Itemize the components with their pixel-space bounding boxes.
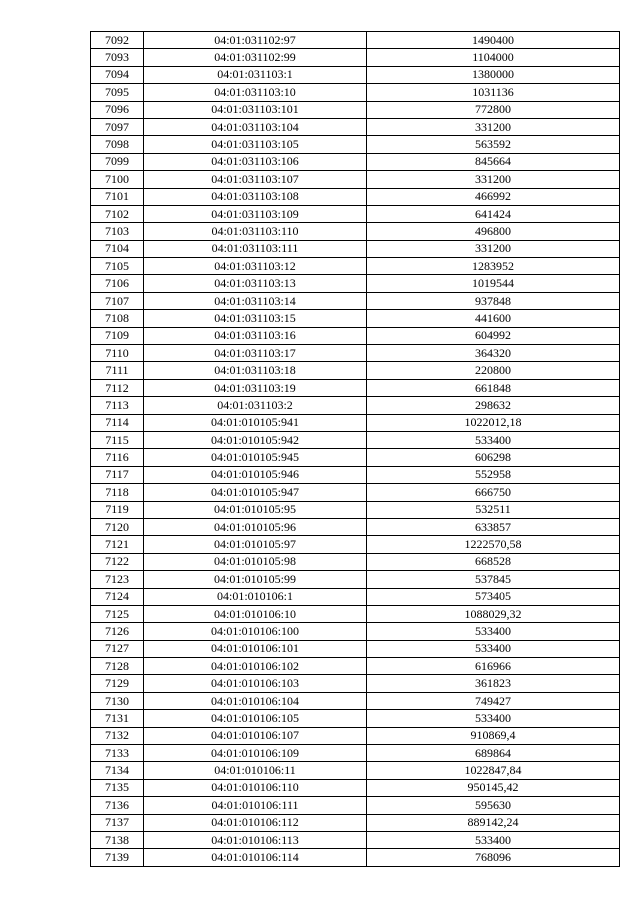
table-row [91,49,620,66]
cadastral-number-cell: 04:01:010105:941 [144,414,367,431]
row-number-cell: 7094 [91,66,144,83]
table-row [91,779,620,796]
value-cell: 331200 [367,118,620,135]
cadastral-number-cell: 04:01:010106:1 [144,588,367,605]
value-cell: 768096 [367,849,620,866]
row-number-cell: 7101 [91,188,144,205]
value-cell: 331200 [367,240,620,257]
row-number-cell: 7129 [91,675,144,692]
value-cell: 1104000 [367,49,620,66]
row-number-cell: 7110 [91,345,144,362]
table-row [91,501,620,518]
cadastral-number-cell: 04:01:010106:11 [144,762,367,779]
row-number-cell: 7113 [91,397,144,414]
row-number-cell: 7117 [91,466,144,483]
table-row [91,745,620,762]
row-number-cell: 7127 [91,640,144,657]
table-row [91,310,620,327]
row-number-cell: 7138 [91,831,144,848]
cadastral-number-cell: 04:01:031103:105 [144,136,367,153]
cadastral-number-cell: 04:01:010105:95 [144,501,367,518]
row-number-cell: 7099 [91,153,144,170]
cadastral-number-cell: 04:01:031102:99 [144,49,367,66]
row-number-cell: 7106 [91,275,144,292]
value-cell: 533400 [367,431,620,448]
row-number-cell: 7097 [91,118,144,135]
table-row [91,605,620,622]
cadastral-number-cell: 04:01:010106:114 [144,849,367,866]
value-cell: 1019544 [367,275,620,292]
table-row [91,658,620,675]
value-cell: 361823 [367,675,620,692]
cadastral-number-cell: 04:01:031103:18 [144,362,367,379]
cadastral-number-cell: 04:01:010105:945 [144,449,367,466]
cadastral-number-cell: 04:01:010106:113 [144,831,367,848]
value-cell: 606298 [367,449,620,466]
value-cell: 1088029,32 [367,605,620,622]
cadastral-number-cell: 04:01:031103:104 [144,118,367,135]
value-cell: 666750 [367,484,620,501]
row-number-cell: 7114 [91,414,144,431]
row-number-cell: 7103 [91,223,144,240]
cadastral-number-cell: 04:01:010106:112 [144,814,367,831]
row-number-cell: 7124 [91,588,144,605]
value-cell: 772800 [367,101,620,118]
row-number-cell: 7122 [91,553,144,570]
row-number-cell: 7118 [91,484,144,501]
cadastral-number-cell: 04:01:010105:97 [144,536,367,553]
table-row [91,727,620,744]
cadastral-number-cell: 04:01:031103:1 [144,66,367,83]
table-row [91,553,620,570]
row-number-cell: 7102 [91,205,144,222]
value-cell: 749427 [367,692,620,709]
row-number-cell: 7098 [91,136,144,153]
row-number-cell: 7134 [91,762,144,779]
cadastral-number-cell: 04:01:031103:17 [144,345,367,362]
table-row [91,675,620,692]
table-row [91,710,620,727]
row-number-cell: 7115 [91,431,144,448]
row-number-cell: 7130 [91,692,144,709]
value-cell: 532511 [367,501,620,518]
row-number-cell: 7131 [91,710,144,727]
row-number-cell: 7121 [91,536,144,553]
row-number-cell: 7093 [91,49,144,66]
table-row [91,397,620,414]
value-cell: 595630 [367,797,620,814]
row-number-cell: 7116 [91,449,144,466]
cadastral-number-cell: 04:01:031103:13 [144,275,367,292]
row-number-cell: 7105 [91,258,144,275]
value-cell: 616966 [367,658,620,675]
table-row [91,762,620,779]
cadastral-number-cell: 04:01:031103:101 [144,101,367,118]
cadastral-number-cell: 04:01:010106:100 [144,623,367,640]
table-row [91,292,620,309]
cadastral-number-cell: 04:01:010105:947 [144,484,367,501]
table-row [91,66,620,83]
value-cell: 661848 [367,379,620,396]
row-number-cell: 7111 [91,362,144,379]
cadastral-number-cell: 04:01:031103:110 [144,223,367,240]
table-row [91,797,620,814]
value-cell: 910869,4 [367,727,620,744]
table-row [91,84,620,101]
table-row [91,240,620,257]
value-cell: 1380000 [367,66,620,83]
table-row [91,571,620,588]
value-cell: 1222570,58 [367,536,620,553]
row-number-cell: 7092 [91,32,144,49]
table-row [91,205,620,222]
table-row [91,518,620,535]
row-number-cell: 7137 [91,814,144,831]
row-number-cell: 7095 [91,84,144,101]
table-row [91,345,620,362]
row-number-cell: 7139 [91,849,144,866]
value-cell: 573405 [367,588,620,605]
value-cell: 1283952 [367,258,620,275]
value-cell: 537845 [367,571,620,588]
cadastral-number-cell: 04:01:031103:108 [144,188,367,205]
value-cell: 889142,24 [367,814,620,831]
cadastral-number-cell: 04:01:031103:2 [144,397,367,414]
row-number-cell: 7126 [91,623,144,640]
cadastral-number-cell: 04:01:010106:10 [144,605,367,622]
cadastral-number-cell: 04:01:010105:98 [144,553,367,570]
value-cell: 845664 [367,153,620,170]
value-cell: 533400 [367,623,620,640]
value-cell: 1022012,18 [367,414,620,431]
value-cell: 533400 [367,640,620,657]
row-number-cell: 7133 [91,745,144,762]
cadastral-number-cell: 04:01:010105:942 [144,431,367,448]
row-number-cell: 7125 [91,605,144,622]
table-row [91,275,620,292]
value-cell: 533400 [367,710,620,727]
value-cell: 937848 [367,292,620,309]
value-cell: 552958 [367,466,620,483]
row-number-cell: 7128 [91,658,144,675]
row-number-cell: 7108 [91,310,144,327]
cadastral-number-cell: 04:01:031103:106 [144,153,367,170]
cadastral-number-cell: 04:01:010105:96 [144,518,367,535]
value-cell: 950145,42 [367,779,620,796]
table-row [91,536,620,553]
table-row [91,431,620,448]
cadastral-number-cell: 04:01:010106:107 [144,727,367,744]
cadastral-number-cell: 04:01:010106:110 [144,779,367,796]
value-cell: 364320 [367,345,620,362]
table-row [91,118,620,135]
cadastral-number-cell: 04:01:010106:101 [144,640,367,657]
row-number-cell: 7136 [91,797,144,814]
value-cell: 220800 [367,362,620,379]
cadastral-number-cell: 04:01:031103:10 [144,84,367,101]
table-row [91,153,620,170]
cadastral-number-cell: 04:01:010106:104 [144,692,367,709]
table-row [91,831,620,848]
row-number-cell: 7119 [91,501,144,518]
table-row [91,849,620,866]
table-body [91,32,620,867]
row-number-cell: 7135 [91,779,144,796]
row-number-cell: 7104 [91,240,144,257]
table-row [91,171,620,188]
table-row [91,449,620,466]
cadastral-number-cell: 04:01:010105:946 [144,466,367,483]
cadastral-number-cell: 04:01:010106:109 [144,745,367,762]
cadastral-number-cell: 04:01:031103:111 [144,240,367,257]
table-row [91,101,620,118]
value-cell: 633857 [367,518,620,535]
value-cell: 641424 [367,205,620,222]
table-row [91,588,620,605]
table-row [91,484,620,501]
row-number-cell: 7100 [91,171,144,188]
table-row [91,623,620,640]
table-row [91,32,620,49]
cadastral-number-cell: 04:01:010106:105 [144,710,367,727]
table-row [91,692,620,709]
table-row [91,362,620,379]
value-cell: 563592 [367,136,620,153]
cadastral-number-cell: 04:01:031103:14 [144,292,367,309]
table-row [91,466,620,483]
value-cell: 604992 [367,327,620,344]
table-row [91,814,620,831]
cadastral-number-cell: 04:01:031103:16 [144,327,367,344]
data-table [90,31,620,867]
value-cell: 496800 [367,223,620,240]
table-row [91,258,620,275]
value-cell: 466992 [367,188,620,205]
row-number-cell: 7123 [91,571,144,588]
cadastral-number-cell: 04:01:031102:97 [144,32,367,49]
row-number-cell: 7096 [91,101,144,118]
table-row [91,327,620,344]
value-cell: 441600 [367,310,620,327]
cadastral-number-cell: 04:01:031103:107 [144,171,367,188]
table-row [91,379,620,396]
table-row [91,414,620,431]
table-row [91,188,620,205]
row-number-cell: 7107 [91,292,144,309]
table-row [91,136,620,153]
row-number-cell: 7120 [91,518,144,535]
cadastral-number-cell: 04:01:010106:103 [144,675,367,692]
cadastral-number-cell: 04:01:010106:102 [144,658,367,675]
value-cell: 331200 [367,171,620,188]
cadastral-number-cell: 04:01:010105:99 [144,571,367,588]
cadastral-number-cell: 04:01:031103:12 [144,258,367,275]
table-row [91,640,620,657]
row-number-cell: 7132 [91,727,144,744]
value-cell: 668528 [367,553,620,570]
cadastral-number-cell: 04:01:031103:19 [144,379,367,396]
value-cell: 1022847,84 [367,762,620,779]
cadastral-number-cell: 04:01:031103:109 [144,205,367,222]
value-cell: 1490400 [367,32,620,49]
table-row [91,223,620,240]
row-number-cell: 7112 [91,379,144,396]
cadastral-number-cell: 04:01:010106:111 [144,797,367,814]
row-number-cell: 7109 [91,327,144,344]
cadastral-number-cell: 04:01:031103:15 [144,310,367,327]
value-cell: 533400 [367,831,620,848]
value-cell: 1031136 [367,84,620,101]
value-cell: 689864 [367,745,620,762]
value-cell: 298632 [367,397,620,414]
